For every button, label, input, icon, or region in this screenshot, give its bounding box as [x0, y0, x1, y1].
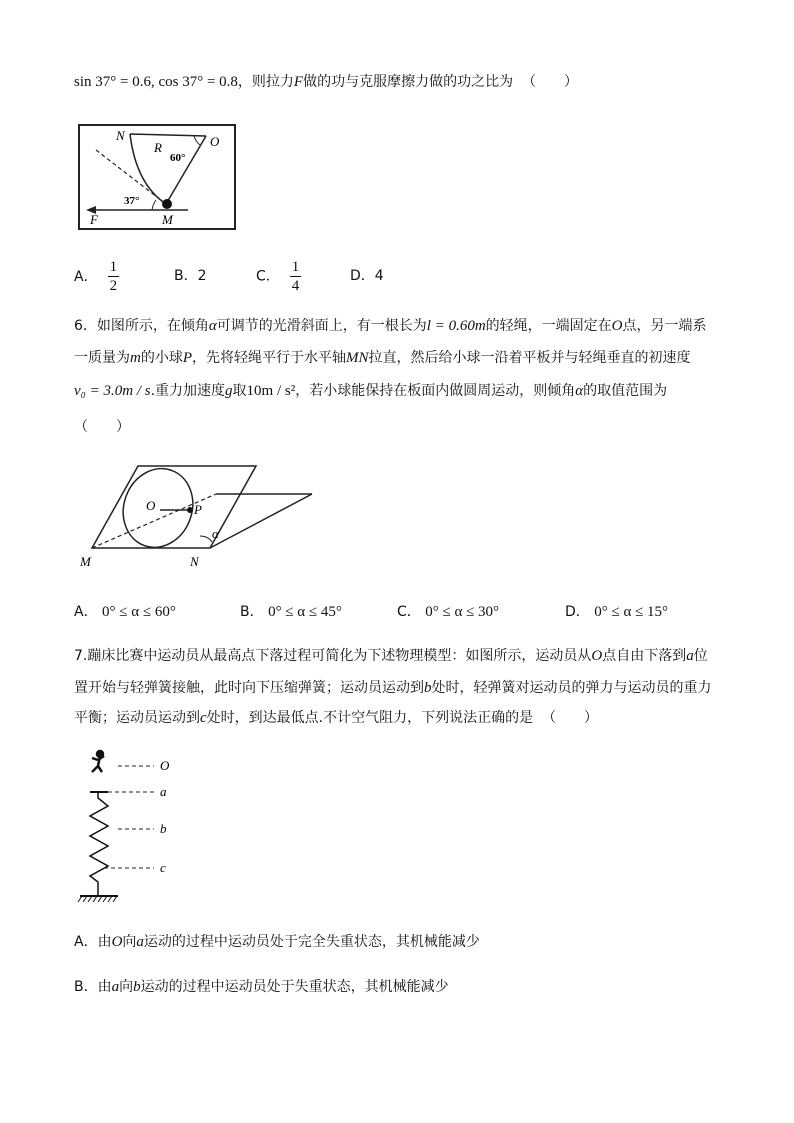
q6-paren: （ ）	[74, 419, 130, 435]
q7-option-A[interactable]: A．由O向a运动的过程中运动员处于完全失重状态，其机械能减少	[74, 934, 480, 950]
q6-figure	[78, 460, 318, 572]
q5-label-O: O	[210, 134, 220, 149]
q6-line-1: 6．如图所示，在倾角α可调节的光滑斜面上，有一根长为l = 0.60m的轻绳，一端固定在O点，另一端系	[74, 318, 707, 334]
q5-label-R: R	[154, 140, 162, 155]
q5-label-M: M	[162, 212, 173, 227]
q6-ball-P	[187, 507, 193, 513]
q6-label-P: P	[194, 502, 202, 517]
q5-intro-line: sin 37° = 0.6, cos 37° = 0.8，则拉力F做的功与克服摩擦力做的功之比为 （ ）	[74, 74, 578, 90]
q6-line-2: 一质量为m的小球P，先将轻绳平行于水平轴MN拉直，然后给小球一沿着平板并与轻绳垂直的初速度	[74, 350, 691, 366]
q5-label-N: N	[116, 128, 125, 143]
q7-figure	[74, 748, 194, 904]
q7-spring	[90, 792, 108, 896]
q5-option-A-fraction: $\frac{1}{2}$	[109, 259, 118, 294]
q5-label-60: 60°	[170, 152, 186, 164]
q6-label-alpha: α	[212, 526, 219, 541]
q6-label-O: O	[146, 498, 156, 513]
q6-option-D[interactable]: D． 0° ≤ α ≤ 15°	[565, 604, 669, 620]
q5-option-C-fraction: $\frac{1}{4}$	[291, 259, 300, 294]
q5-option-B[interactable]: B．2	[174, 268, 207, 284]
athlete-icon	[92, 751, 104, 772]
q5-option-D[interactable]: D．4	[350, 268, 384, 284]
q6-label-N: N	[190, 554, 199, 569]
q7-label-c: c	[160, 860, 166, 875]
q6-label-M: M	[80, 554, 91, 569]
q5-label-F: F	[90, 212, 98, 227]
q5-label-37: 37°	[124, 195, 140, 207]
q5-figure	[78, 124, 236, 230]
q7-line-3: 平衡；运动员运动到c处时，到达最低点.不计空气阻力，下列说法正确的是 （ ）	[74, 710, 599, 726]
q7-option-B[interactable]: B．由a向b运动的过程中运动员处于失重状态，其机械能减少	[74, 979, 449, 995]
q5-option-A[interactable]: A． $\frac{1}{2}$	[74, 259, 118, 294]
q7-label-b: b	[160, 821, 167, 836]
q6-line-3: v₀ = 3.0m / s.重力加速度g取10m / s²，若小球能保持在板面内做圆周运动，则倾角α的取值范围为	[74, 383, 668, 399]
q6-option-A[interactable]: A． 0° ≤ α ≤ 60°	[74, 604, 176, 620]
q7-line-1: 7.蹦床比赛中运动员从最高点下落过程可简化为下述物理模型：如图所示，运动员从O点自由下落到a位	[74, 648, 708, 664]
q5-option-C[interactable]: C． $\frac{1}{4}$	[256, 259, 300, 294]
q6-inclined-plane	[92, 466, 256, 548]
q6-option-C[interactable]: C． 0° ≤ α ≤ 30°	[397, 604, 500, 620]
q6-option-B[interactable]: B． 0° ≤ α ≤ 45°	[240, 604, 342, 620]
q7-label-O: O	[160, 758, 170, 773]
q5-ball	[162, 199, 172, 209]
q7-line-2: 置开始与轻弹簧接触，此时向下压缩弹簧；运动员运动到b处时，轻弹簧对运动员的弹力与运动员的重力	[74, 680, 712, 696]
q5-trig-values: sin 37° = 0.6, cos 37° = 0.8	[74, 74, 238, 90]
q7-label-a: a	[160, 784, 167, 799]
